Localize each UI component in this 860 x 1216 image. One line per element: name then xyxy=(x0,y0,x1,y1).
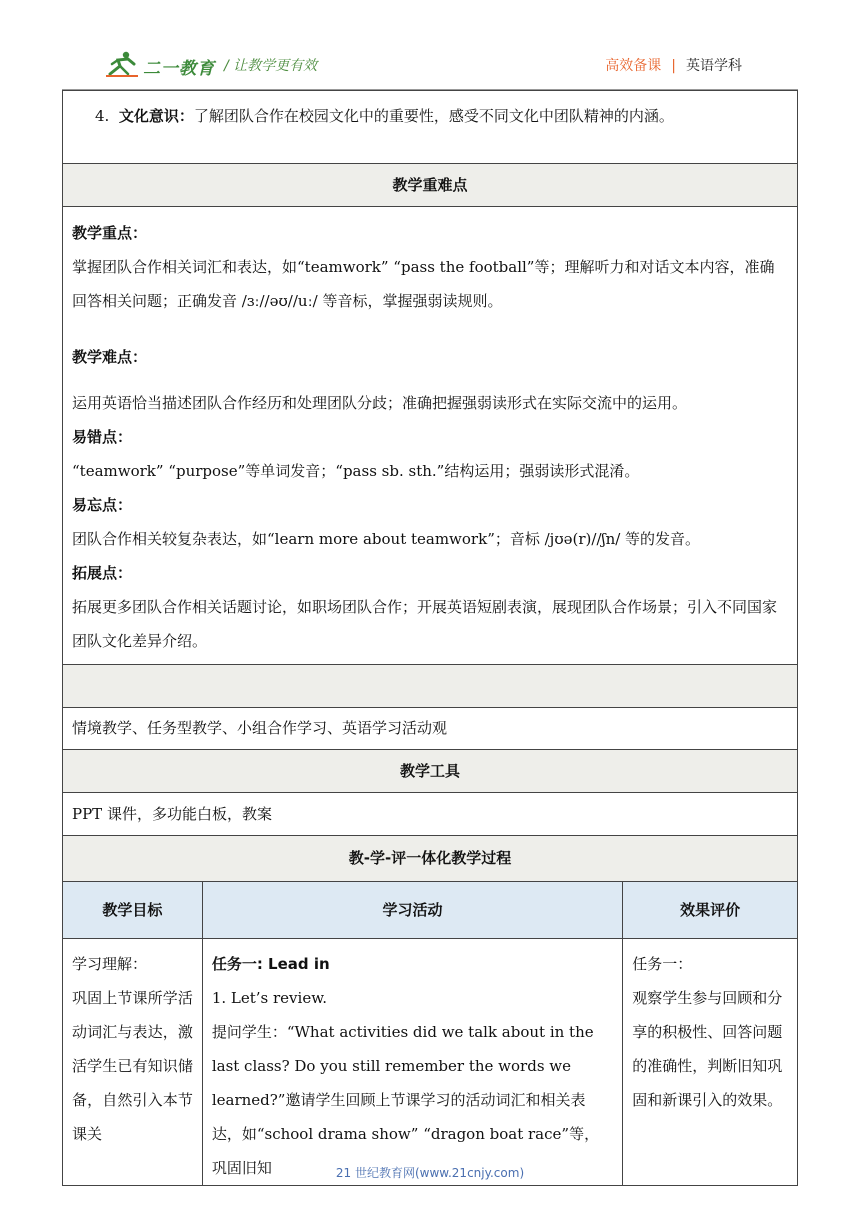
difficult-points-label: 教学难点： xyxy=(72,348,148,366)
method-text: 情境教学、任务型教学、小组合作学习、英语学习活动观 xyxy=(63,708,798,750)
col-header-goal: 教学目标 xyxy=(63,882,203,939)
error-points-text: “teamwork” “purpose”等单词发音；“pass sb. sth.”结构运用；强弱读形式混淆。 xyxy=(72,462,640,480)
key-points-label: 教学重点： xyxy=(72,224,148,242)
extend-points-label: 拓展点： xyxy=(72,564,133,582)
header-slogan: / 让教学更有效 xyxy=(224,58,318,74)
goal-label: 学习理解： xyxy=(72,955,148,973)
eval-text: 观察学生参与回顾和分享的积极性、回答问题的准确性，判断旧知巩固和新课引入的效果。 xyxy=(632,989,783,1109)
header-highlight: 高效备课 xyxy=(605,58,662,74)
eval-cell xyxy=(623,939,798,1186)
task-title: 任务一: Lead in xyxy=(211,955,330,973)
error-points-label: 易错点： xyxy=(72,428,133,446)
goal-text: 巩固上节课所学活动词汇与表达，激活学生已有知识储备，自然引入本节课关 xyxy=(72,989,193,1143)
task-text: 提问学生：“What activities did we talk about in the last class? Do you still remember the words we learned?”邀请学生回顾上节课学习的活动词汇和相关表达，如“school drama show” “dragon boat race”等，巩固旧知 xyxy=(211,1023,600,1177)
difficult-points-text: 运用英语恰当描述团队合作经历和处理团队分歧；准确把握强弱读形式在实际交流中的运用。 xyxy=(72,394,688,412)
lesson-plan-table xyxy=(62,90,798,1186)
extend-points-text: 拓展更多团队合作相关话题讨论，如职场团队合作；开展英语短剧表演，展现团队合作场景；引入不同国家团队文化差异介绍。 xyxy=(72,598,778,650)
process-title: 教-学-评一体化教学过程 xyxy=(63,836,798,882)
col-header-eval: 效果评价 xyxy=(623,882,798,939)
forget-points-label: 易忘点： xyxy=(72,496,133,514)
header-subject-label: 英语学科 xyxy=(686,58,742,74)
goal-cell xyxy=(63,939,203,1186)
header-subject xyxy=(605,55,742,75)
logo-text: 二一教育 xyxy=(143,59,215,79)
tools-title: 教学工具 xyxy=(63,750,798,793)
header-separator: | xyxy=(671,58,676,74)
key-difficult-title: 教学重难点 xyxy=(63,164,798,207)
culture-label: 文化意识： xyxy=(118,107,194,125)
method-title xyxy=(63,665,798,708)
key-points-text: 掌握团队合作相关词汇和表达，如“teamwork” “pass the football”等；理解听力和对话文本内容，准确回答相关问题；正确发音 /ɜː//əʊ//uː/ 等音标，掌握强弱读规则。 xyxy=(72,258,775,310)
culture-text: 了解团队合作在校园文化中的重要性，感受不同文化中团队精神的内涵。 xyxy=(193,107,674,125)
culture-awareness-cell xyxy=(63,91,798,164)
col-header-activity: 学习活动 xyxy=(202,882,622,939)
activity-cell xyxy=(202,939,622,1186)
culture-num: 4. xyxy=(95,107,110,125)
task-step: 1. Let’s review. xyxy=(211,989,328,1007)
key-points-cell xyxy=(63,207,798,665)
forget-points-text: 团队合作相关较复杂表达，如“learn more about teamwork”；音标 /jʊə(r)//ʃn/ 等的发音。 xyxy=(72,530,701,548)
eval-label: 任务一： xyxy=(632,955,693,973)
tools-text: PPT 课件，多功能白板，教案 xyxy=(63,793,798,836)
page-footer: 21 世纪教育网(www.21cnjy.com) xyxy=(335,1166,525,1180)
page-header xyxy=(0,0,860,90)
